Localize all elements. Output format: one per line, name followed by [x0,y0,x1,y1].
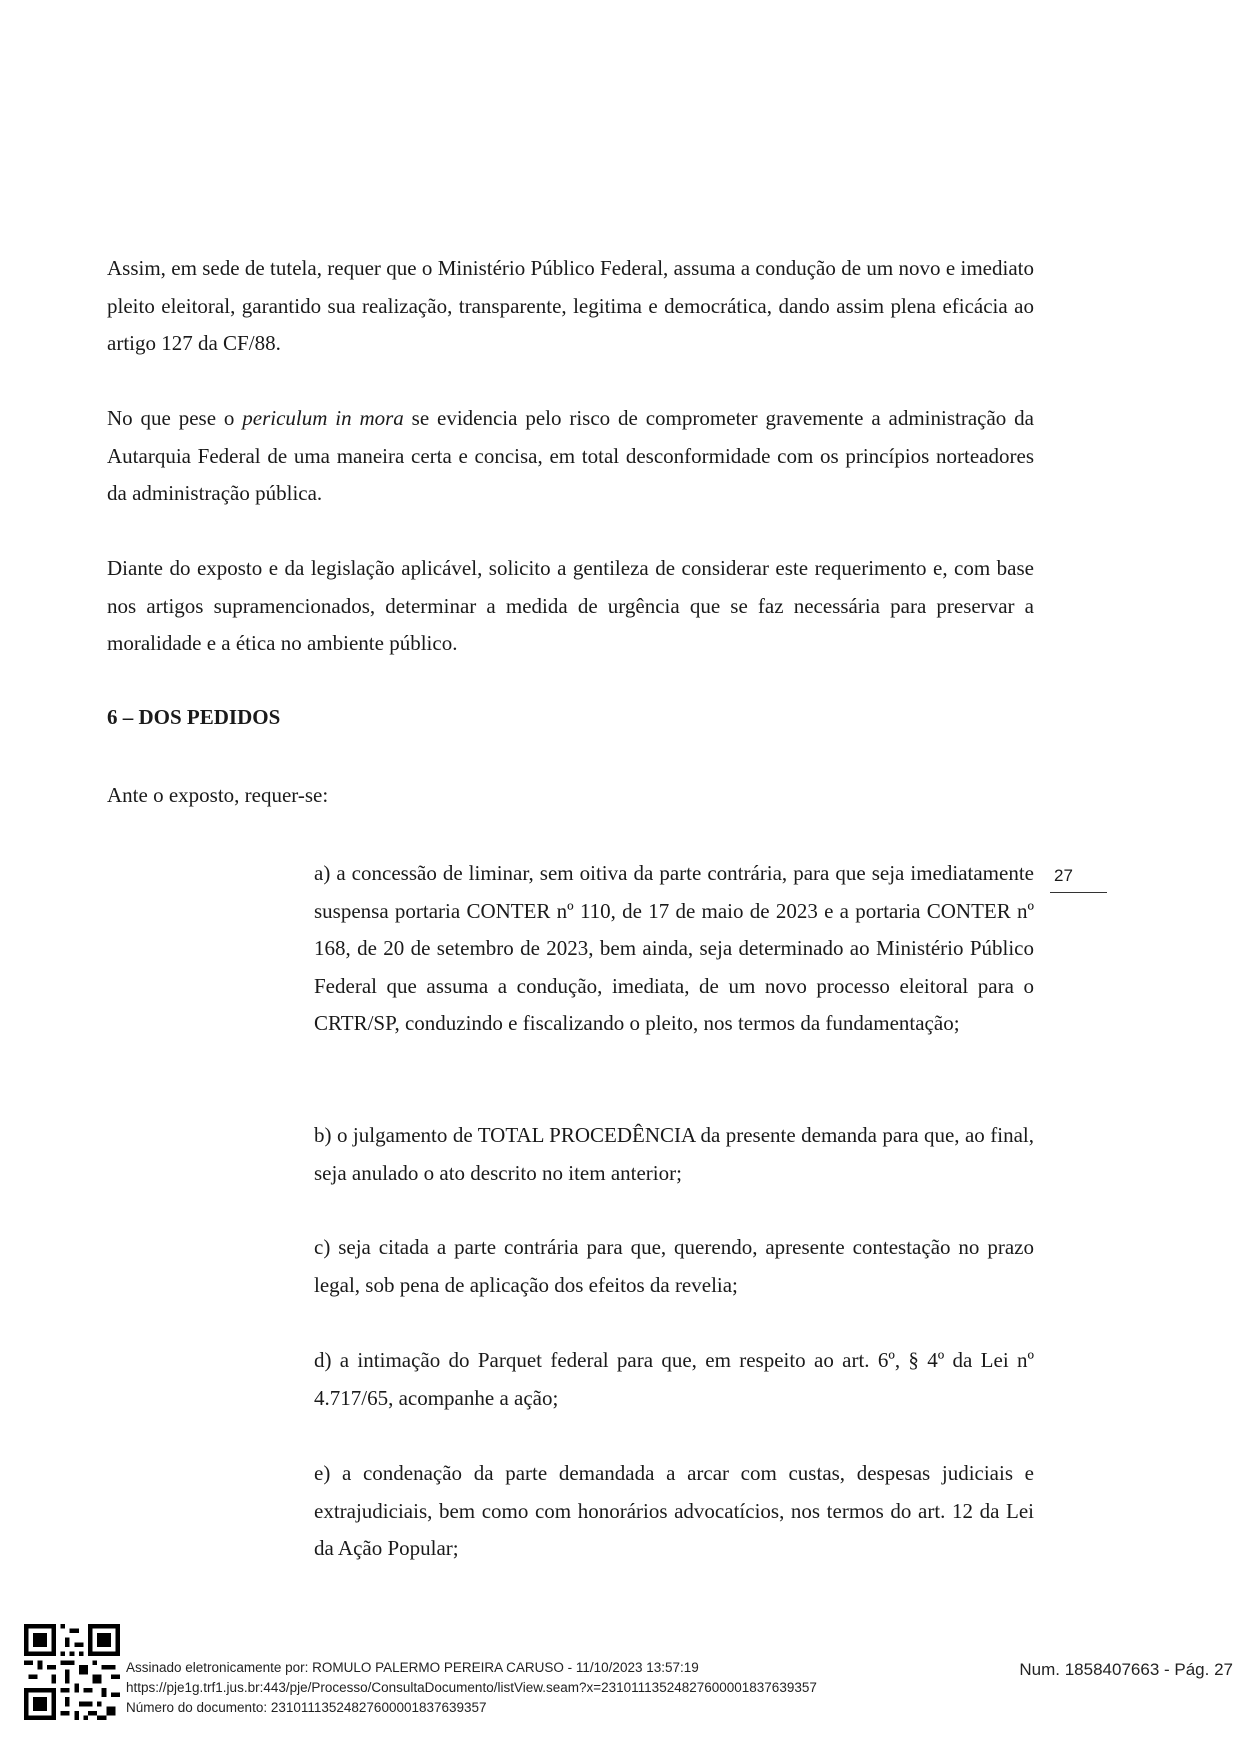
periculum-in-mora-italic: periculum in mora [242,406,404,430]
document-number: Número do documento: 23101113524827600001837639357 [126,1700,487,1715]
paragraph-periculum [107,400,1034,513]
document-url[interactable]: https://pje1g.trf1.jus.br:443/pje/Processo/ConsultaDocumento/listView.seam?x=23101113524827600001837639357 [126,1680,817,1695]
paragraph-periculum-start: No que pese o [107,406,243,430]
request-item-a: a) a concessão de liminar, sem oitiva da parte contrária, para que seja imediatamente suspensa portaria CONTER nº 110, de 17 de maio de 2023 e a portaria CONTER nº 168, de 20 de setembro de 2023, bem ainda, seja determinado ao Ministério Público Federal que assuma a condução, imediata, de um novo processo eleitoral para o CRTR/SP, conduzindo e fiscalizando o pleito, nos termos da fundamentação; [314,861,1034,1035]
request-item-b: b) o julgamento de TOTAL PROCEDÊNCIA da presente demanda para que, ao final, seja anulado o ato descrito no item anterior; [314,1123,1034,1185]
section-heading: 6 – DOS PEDIDOS [107,705,281,729]
paragraph-periculum-end: se evidencia pelo risco de comprometer gravemente a administração da Autarquia Federal de uma maneira certa e concisa, em total desconformidade com os princípios norteadores da administração pública. [107,406,1034,505]
signature-footer [126,1658,817,1718]
request-item-c: c) seja citada a parte contrária para que, querendo, apresente contestação no prazo legal, sob pena de aplicação dos efeitos da revelia; [314,1235,1034,1297]
request-item-d: d) a intimação do Parquet federal para que, em respeito ao art. 6º, § 4º da Lei nº 4.717/65, acompanhe a ação; [314,1348,1034,1410]
paragraph-tutela: Assim, em sede de tutela, requer que o Ministério Público Federal, assuma a condução de um novo e imediato pleito eleitoral, garantido sua realização, transparente, legitima e democrática, dando assim plena eficácia ao artigo 127 da CF/88. [107,256,1034,355]
intro-text: Ante o exposto, requer-se: [107,783,329,807]
signed-by-text: Assinado eletronicamente por: ROMULO PALERMO PEREIRA CARUSO - 11/10/2023 13:57:19 [126,1660,699,1675]
page-number: 27 [1050,866,1107,893]
paragraph-diante: Diante do exposto e da legislação aplicável, solicito a gentileza de considerar este requerimento e, com base nos artigos supramencionados, determinar a medida de urgência que se faz necessária para preservar a moralidade e a ética no ambiente público. [107,556,1034,655]
qr-code [24,1624,120,1720]
num-page-label: Num. 1858407663 - Pág. 27 [1019,1660,1233,1679]
request-item-e: e) a condenação da parte demandada a arcar com custas, despesas judiciais e extrajudiciais, bem como com honorários advocatícios, nos termos do art. 12 da Lei da Ação Popular; [314,1461,1034,1560]
